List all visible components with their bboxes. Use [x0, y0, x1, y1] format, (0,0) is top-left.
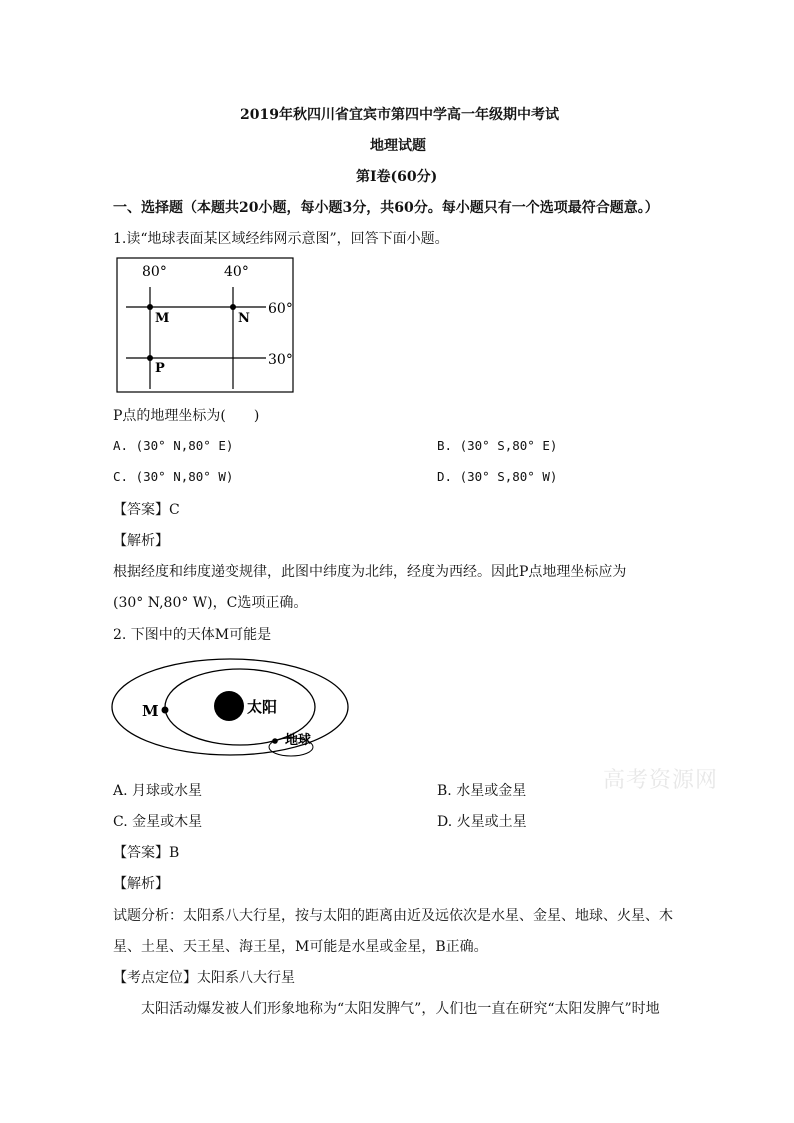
earth-label: 地球 [285, 733, 312, 748]
lon-label-40: 40° [224, 264, 249, 280]
q2-option-c[interactable]: C. 金星或木星 [113, 814, 203, 830]
q2-answer: 【答案】B [113, 845, 180, 861]
section-heading: 一、选择题（本题共20小题，每小题3分，共60分。每小题只有一个选项最符合题意。） [113, 200, 659, 216]
continuation-paragraph: 太阳活动爆发被人们形象地称为“太阳发脾气”，人们也一直在研究“太阳发脾气”时地 [141, 1001, 660, 1017]
point-p [147, 355, 153, 361]
earth-icon [272, 738, 278, 744]
q2-option-d[interactable]: D. 火星或土星 [437, 814, 527, 830]
q1-question: P点的地理坐标为( ) [113, 408, 260, 424]
q2-analysis-label: 【解析】 [113, 876, 169, 892]
q1-option-c[interactable]: C. (30° N,80° W) [113, 469, 234, 484]
lon-label-80: 80° [142, 264, 167, 280]
q2-analysis-line2: 星、土星、天王星、海王星，M可能是水星或金星，B正确。 [113, 939, 488, 955]
q1-option-a[interactable]: A. (30° N,80° E) [113, 438, 234, 453]
watermark: 高考资源网 [603, 768, 719, 793]
point-n-label: N [238, 311, 250, 326]
exam-title: 2019年秋四川省宜宾市第四中学高一年级期中考试 [240, 107, 559, 123]
q1-analysis-line2: (30° N,80° W)，C选项正确。 [113, 595, 308, 611]
lat-label-30: 30° [268, 352, 293, 368]
q1-analysis-line1: 根据经度和纬度递变规律，此图中纬度为北纬，经度为西经。因此P点地理坐标应为 [113, 564, 627, 580]
graticule-map [116, 257, 294, 393]
q2-option-b[interactable]: B. 水星或金星 [437, 783, 527, 799]
point-p-label: P [155, 361, 165, 376]
volume-title: 第Ⅰ卷(60分) [356, 169, 438, 185]
q2-option-a[interactable]: A. 月球或水星 [113, 783, 203, 799]
point-m-label: M [155, 311, 170, 326]
q2-key-point: 【考点定位】太阳系八大行星 [113, 970, 295, 986]
solar-system-diagram [108, 656, 360, 766]
sun-icon [214, 691, 244, 721]
q2-analysis-line1: 试题分析：太阳系八大行星，按与太阳的距离由近及远依次是水星、金星、地球、火星、木 [113, 908, 673, 924]
point-n [230, 304, 236, 310]
q2-stem: 2. 下图中的天体M可能是 [113, 627, 272, 643]
planet-m [162, 707, 169, 714]
q1-answer: 【答案】C [113, 502, 180, 518]
point-m [147, 304, 153, 310]
q1-stem: 1.读“地球表面某区域经纬网示意图”，回答下面小题。 [113, 231, 449, 247]
subject-title: 地理试题 [370, 138, 426, 154]
q1-analysis-label: 【解析】 [113, 533, 169, 549]
planet-m-label: M [142, 702, 159, 720]
lat-label-60: 60° [268, 301, 293, 317]
sun-label: 太阳 [247, 698, 278, 716]
q1-option-b[interactable]: B. (30° S,80° E) [437, 438, 558, 453]
q1-option-d[interactable]: D. (30° S,80° W) [437, 469, 558, 484]
